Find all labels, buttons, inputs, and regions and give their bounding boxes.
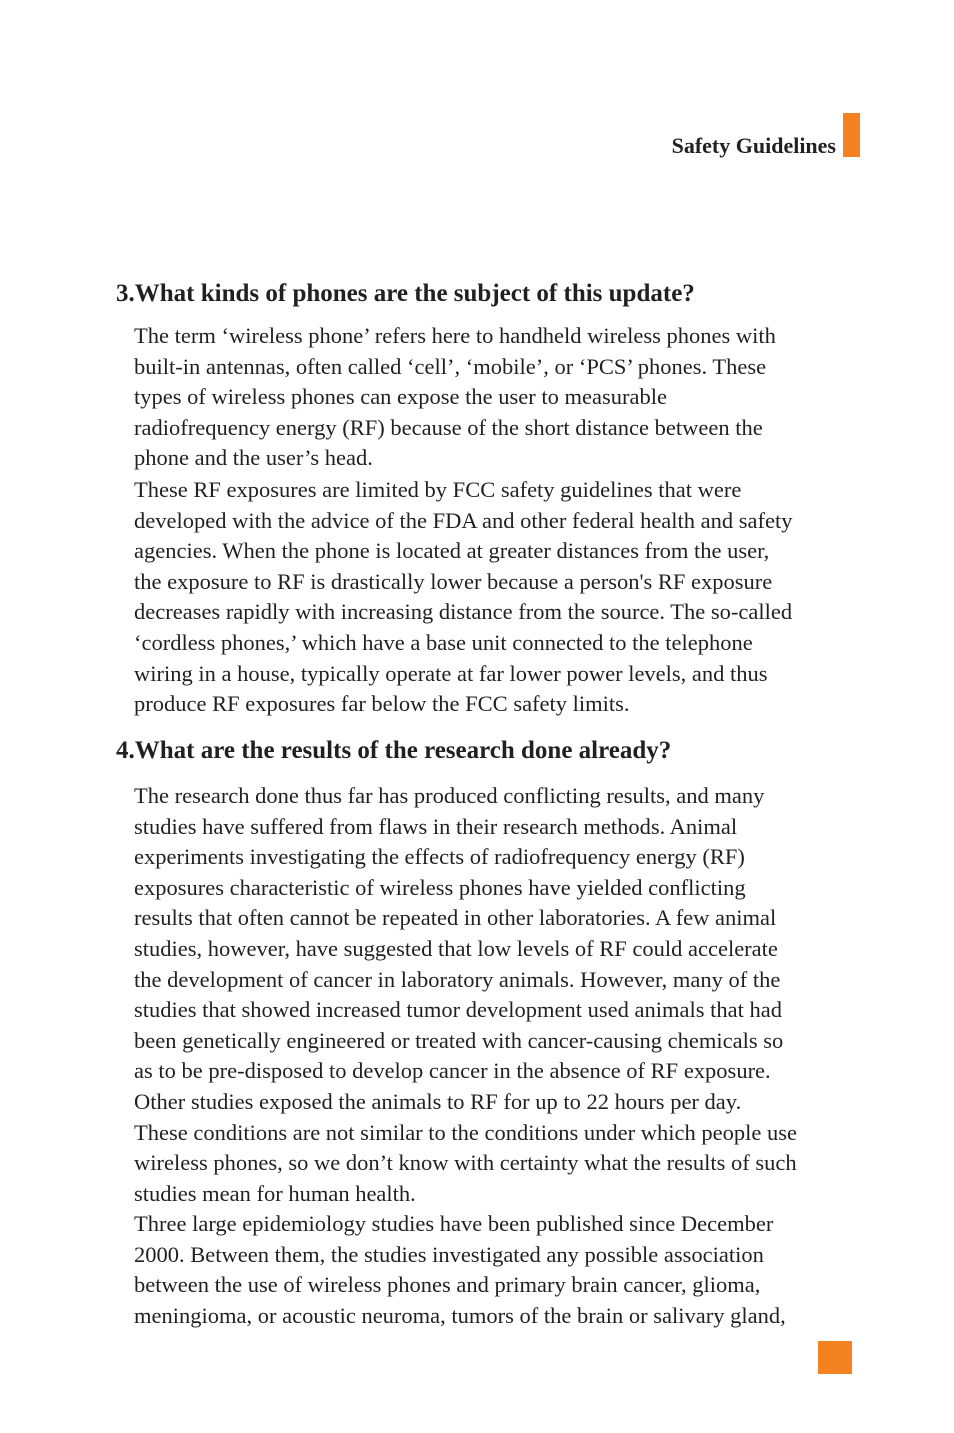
text-line: agencies. When the phone is located at greater distances from the user, <box>134 538 770 564</box>
section-heading: 4.What are the results of the research done already? <box>116 737 672 764</box>
text-line: The research done thus far has produced conflicting results, and many <box>134 783 765 808</box>
text-line: been genetically engineered or treated with cancer-causing chemicals so <box>134 1027 784 1053</box>
text-line: ‘cordless phones,’ which have a base unit connected to the telephone <box>134 629 753 655</box>
text-line: Other studies exposed the animals to RF for up to 22 hours per day. <box>134 1088 742 1114</box>
text-line: built-in antennas, often called ‘cell’, ‘mobile’, or ‘PCS’ phones. These <box>134 353 767 379</box>
paragraph <box>134 1209 786 1331</box>
header-accent-tab <box>843 113 860 157</box>
paragraph <box>134 475 793 720</box>
text-line: The term ‘wireless phone’ refers here to handheld wireless phones with <box>134 323 776 348</box>
page-corner-marker <box>818 1341 852 1374</box>
text-line: studies mean for human health. <box>134 1180 416 1206</box>
text-line: developed with the advice of the FDA and other federal health and safety <box>134 507 793 533</box>
paragraph <box>134 321 776 474</box>
text-line: phone and the user’s head. <box>134 445 373 471</box>
section-heading: 3.What kinds of phones are the subject of this update? <box>116 280 695 307</box>
text-line: types of wireless phones can expose the user to measurable <box>134 384 667 410</box>
text-line: produce RF exposures far below the FCC safety limits. <box>134 691 630 717</box>
text-line: meningioma, or acoustic neuroma, tumors of the brain or salivary gland, <box>134 1302 786 1328</box>
text-line: These RF exposures are limited by FCC safety guidelines that were <box>134 477 742 502</box>
text-line: exposures characteristic of wireless phones have yielded conflicting <box>134 874 746 900</box>
text-line: radiofrequency energy (RF) because of the short distance between the <box>134 414 763 440</box>
text-line: Three large epidemiology studies have been published since December <box>134 1211 774 1236</box>
paragraph <box>134 781 797 1209</box>
running-header-title: Safety Guidelines <box>671 133 836 158</box>
text-line: between the use of wireless phones and primary brain cancer, glioma, <box>134 1272 761 1298</box>
text-line: studies that showed increased tumor development used animals that had <box>134 997 782 1023</box>
text-line: experiments investigating the effects of radiofrequency energy (RF) <box>134 844 745 870</box>
text-line: 2000. Between them, the studies investigated any possible association <box>134 1241 764 1267</box>
text-line: wiring in a house, typically operate at far lower power levels, and thus <box>134 660 768 686</box>
text-line: These conditions are not similar to the conditions under which people use <box>134 1119 797 1145</box>
text-line: wireless phones, so we don’t know with certainty what the results of such <box>134 1150 797 1176</box>
text-line: the exposure to RF is drastically lower because a person's RF exposure <box>134 568 773 594</box>
text-line: the development of cancer in laboratory animals. However, many of the <box>134 966 781 992</box>
text-line: decreases rapidly with increasing distance from the source. The so-called <box>134 599 793 625</box>
text-line: studies have suffered from flaws in their research methods. Animal <box>134 813 738 839</box>
text-line: as to be pre-disposed to develop cancer in the absence of RF exposure. <box>134 1058 771 1084</box>
text-line: studies, however, have suggested that low levels of RF could accelerate <box>134 935 778 961</box>
text-line: results that often cannot be repeated in other laboratories. A few animal <box>134 905 777 931</box>
